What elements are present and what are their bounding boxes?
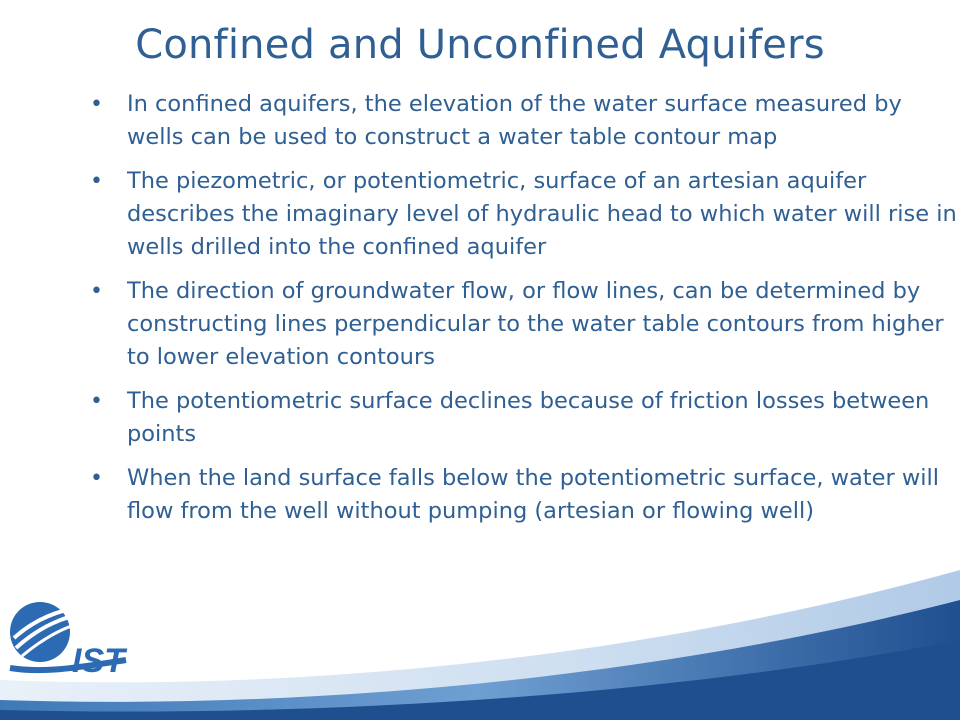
bullet-item — [90, 462, 958, 528]
bullet-marker: • — [90, 169, 103, 194]
bullet-item — [90, 165, 958, 264]
bullet-marker: • — [90, 92, 103, 117]
bullet-text: The direction of groundwater flow, or flow lines, can be determined by constructing lines perpendicular to the water table contours from higher to lower elevation contours — [127, 278, 944, 370]
bullet-item — [90, 275, 958, 374]
bullet-text: The piezometric, or potentiometric, surface of an artesian aquifer describes the imaginary level of hydraulic head to which water will rise in wells drilled into the confined aquifer — [127, 168, 957, 260]
bullet-marker: • — [90, 466, 103, 491]
bullet-marker: • — [90, 389, 103, 414]
bullet-marker: • — [90, 279, 103, 304]
bullet-item — [90, 385, 958, 451]
bullet-text: The potentiometric surface declines because of friction losses between points — [127, 388, 930, 447]
bullet-text: In confined aquifers, the elevation of the water surface measured by wells can be used to construct a water table contour map — [127, 91, 902, 150]
logo-text: IST — [72, 642, 125, 680]
bullet-item — [90, 88, 958, 154]
ist-logo — [6, 598, 156, 680]
slide-title: Confined and Unconfined Aquifers — [135, 22, 825, 68]
bullet-text: When the land surface falls below the potentiometric surface, water will flow from the well without pumping (artesian or flowing well) — [127, 465, 940, 524]
bullet-list — [90, 88, 958, 539]
